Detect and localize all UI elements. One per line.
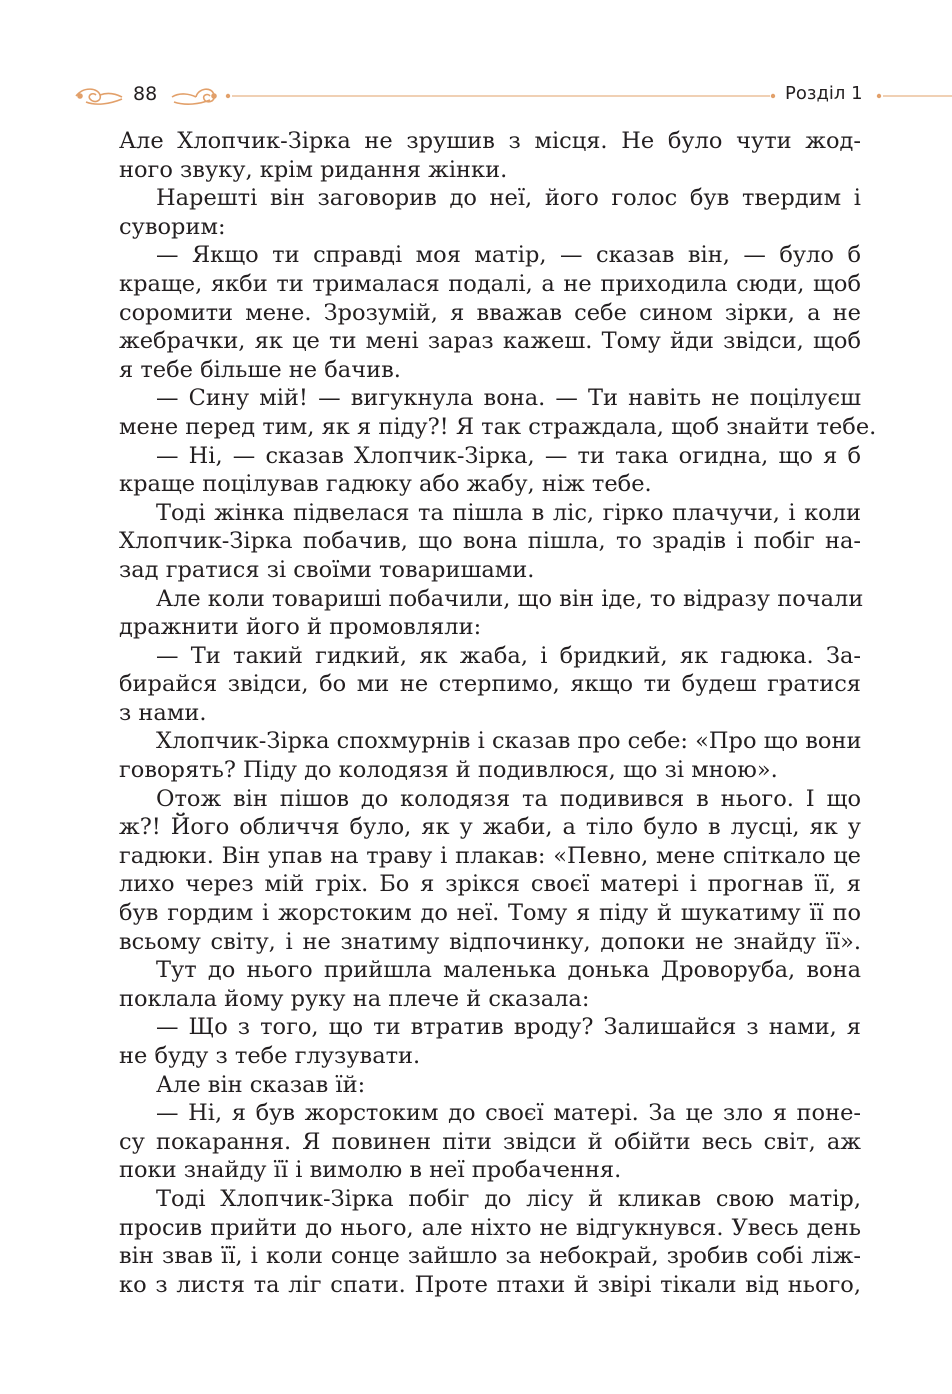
text-line: — Що з того, що ти втратив вроду? Залишайся з нами, я bbox=[156, 1014, 861, 1041]
text-line: Тут до нього прийшла маленька донька Дроворуба, вона bbox=[156, 957, 861, 984]
text-line: — Ти такий гидкий, як жаба, і бридкий, як гадюка. За- bbox=[156, 642, 861, 669]
text-line: Але він сказав їй: bbox=[156, 1071, 366, 1098]
text-line: соромити мене. Зрозумій, я вважав себе сином зірки, а не bbox=[119, 299, 861, 326]
text-line: всьому світу, і не знатиму відпочинку, допоки не знайду її». bbox=[119, 928, 861, 955]
text-line: я тебе більше не бачив. bbox=[119, 356, 401, 383]
text-line: ж?! Його обличчя було, як у жаби, а тіло було в лусці, як у bbox=[119, 814, 861, 841]
text-line: Хлопчик-Зірка побачив, що вона пішла, то зрадів і побіг на- bbox=[119, 528, 861, 555]
text-line: Нарешті він заговорив до неї, його голос був твердим і bbox=[156, 185, 861, 212]
text-line: су покарання. Я повинен піти звідси й обійти весь світ, аж bbox=[119, 1128, 861, 1155]
page-header bbox=[0, 0, 952, 120]
text-line: краще поцілував гадюку або жабу, ніж тебе. bbox=[119, 471, 652, 498]
text-line: лихо через мій гріх. Бо я зрікся своєї матері і прогнав її, я bbox=[119, 871, 861, 898]
text-line: зад гратися зі своїми товаришами. bbox=[119, 556, 535, 583]
text-line: просив прийти до нього, але ніхто не відгукнувся. Увесь день bbox=[119, 1214, 861, 1241]
page-number: 88 bbox=[133, 83, 158, 105]
text-line: мене перед тим, як я піду?! Я так страждала, щоб знайти тебе. bbox=[119, 413, 877, 440]
text-line: був гордим і жорстоким до неї. Тому я піду й шукатиму її по bbox=[119, 900, 861, 927]
text-line: — Якщо ти справді моя матір, — сказав він, — було б bbox=[156, 242, 861, 269]
text-line: бирайся звідси, бо ми не стерпимо, якщо ти будеш гратися bbox=[119, 671, 861, 698]
text-line: він звав її, і коли сонце зайшло за небокрай, зробив собі ліж- bbox=[119, 1243, 861, 1270]
text-line: жебрачки, як це ти мені зараз кажеш. Тому йди звідси, щоб bbox=[119, 328, 861, 355]
body-text bbox=[119, 127, 877, 1299]
section-title: Розділ 1 bbox=[785, 83, 863, 104]
text-line: з нами. bbox=[119, 699, 207, 726]
text-line: — Сину мій! — вигукнула вона. — Ти навіть не поцілуєш bbox=[156, 385, 861, 412]
text-line: Тоді жінка підвелася та пішла в ліс, гірко плачучи, і коли bbox=[156, 499, 861, 526]
text-line: Але Хлопчик-Зірка не зрушив з місця. Не було чути жод- bbox=[119, 128, 861, 154]
text-line: суворим: bbox=[119, 213, 226, 240]
text-line: не буду з тебе глузувати. bbox=[119, 1043, 421, 1069]
text-line: ко з листя та ліг спати. Проте птахи й звірі тікали від нього, bbox=[119, 1271, 861, 1298]
text-line: говорять? Піду до колодязя й подивлюся, що зі мною». bbox=[119, 757, 778, 784]
text-line: Хлопчик-Зірка спохмурнів і сказав про себе: «Про що вони bbox=[156, 728, 862, 755]
text-line: — Ні, — сказав Хлопчик-Зірка, — ти така огидна, що я б bbox=[156, 442, 861, 469]
left-flourish-icon bbox=[76, 89, 122, 104]
text-line: поклала йому руку на плече й сказала: bbox=[119, 985, 590, 1012]
text-line: — Ні, я був жорстоким до своєї матері. За це зло я поне- bbox=[156, 1100, 861, 1127]
text-line: Тоді Хлопчик-Зірка побіг до лісу й кликав свою матір, bbox=[156, 1185, 861, 1212]
middle-flourish-icon bbox=[172, 89, 216, 104]
text-line: дражнити його й промовляли: bbox=[119, 614, 482, 641]
text-line: поки знайду її і вимолю в неї пробачення. bbox=[119, 1157, 622, 1184]
text-line: гадюки. Він упав на траву і плакав: «Певно, мене спіткало це bbox=[119, 842, 861, 869]
text-line: краще, якби ти трималася подалі, а не приходила сюди, щоб bbox=[119, 270, 861, 297]
text-line: Отож він пішов до колодязя та подивився в нього. І що bbox=[156, 785, 861, 812]
text-line: ного звуку, крім ридання жінки. bbox=[119, 156, 508, 183]
text-line: Але коли товариші побачили, що він іде, то відразу почали bbox=[156, 585, 864, 612]
